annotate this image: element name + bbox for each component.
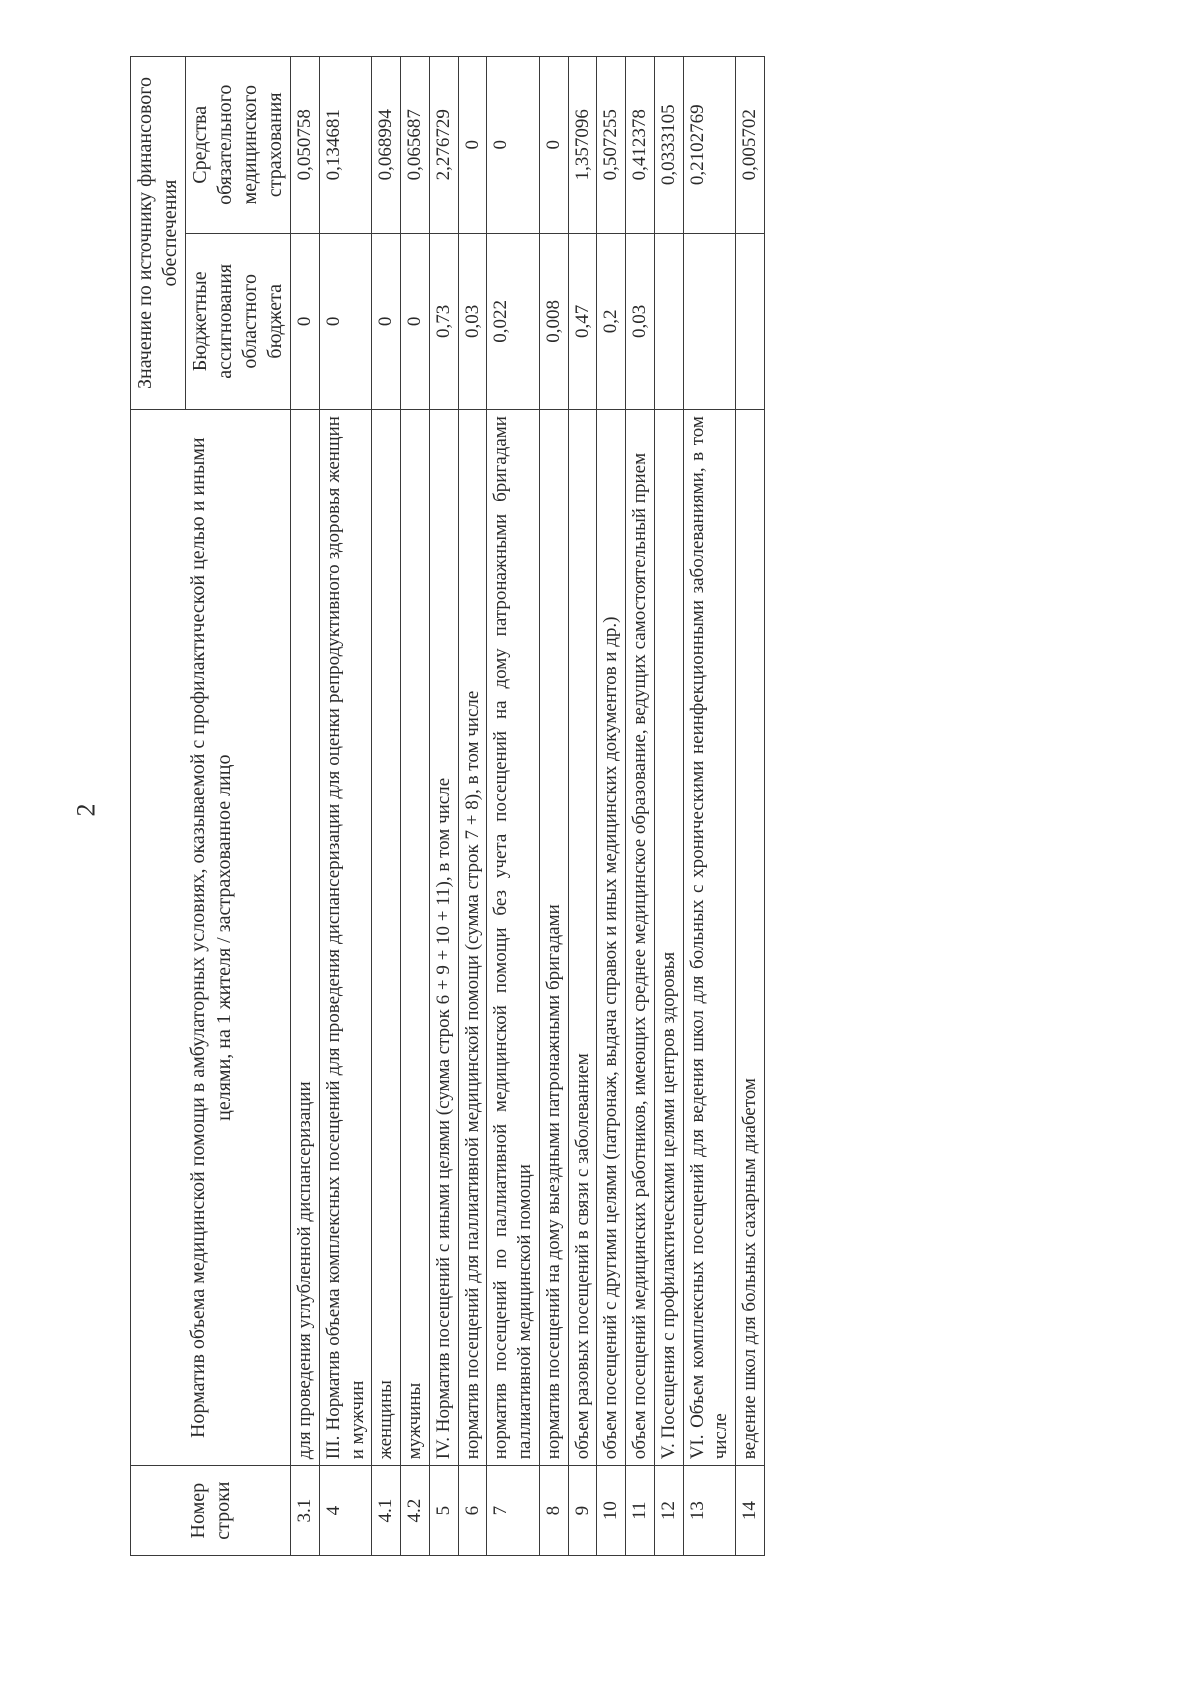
table-row (736, 57, 765, 1556)
row-oms-value: 0 (539, 57, 568, 234)
row-budget-value: 0,03 (626, 233, 655, 410)
row-number: 4.2 (401, 1466, 430, 1556)
table-row (683, 57, 736, 1556)
row-oms-value: 0,134681 (319, 57, 372, 234)
row-description: III. Норматив объема комплексных посещений для проведения диспансеризации для оценки репродуктивного здоровья женщин и мужчин (319, 410, 372, 1466)
page-number: 2 (71, 803, 101, 817)
row-description: ведение школ для больных сахарным диабетом (736, 410, 765, 1466)
table-row (568, 57, 597, 1556)
row-number: 14 (736, 1466, 765, 1556)
row-description: объем посещений медицинских работников, имеющих среднее медицинское образование, ведущих самостоятельный прием (626, 410, 655, 1466)
row-number: 4 (319, 1466, 372, 1556)
header-row-number: Номер строки (131, 1466, 291, 1556)
row-budget-value: 0 (291, 233, 320, 410)
row-budget-value: 0,03 (458, 233, 487, 410)
table-row (372, 57, 401, 1556)
row-oms-value: 0,005702 (736, 57, 765, 234)
row-budget-value (654, 233, 683, 410)
row-number: 6 (458, 1466, 487, 1556)
row-budget-value: 0,2 (597, 233, 626, 410)
row-number: 12 (654, 1466, 683, 1556)
row-description: норматив посещений на дому выездными патронажными бригадами (539, 410, 568, 1466)
row-number: 13 (683, 1466, 736, 1556)
row-budget-value: 0 (401, 233, 430, 410)
row-budget-value: 0 (372, 233, 401, 410)
data-table (130, 56, 765, 1556)
table-row (654, 57, 683, 1556)
row-oms-value: 0,068994 (372, 57, 401, 234)
row-oms-value: 0 (487, 57, 540, 234)
row-description: объем разовых посещений в связи с заболеванием (568, 410, 597, 1466)
header-description: Норматив объема медицинской помощи в амбулаторных условиях, оказываемой с профилактической целью и иными целями, на 1 жителя / застрахованное лицо (131, 410, 291, 1466)
table-row (458, 57, 487, 1556)
row-oms-value: 0,507255 (597, 57, 626, 234)
row-number: 5 (429, 1466, 458, 1556)
rotated-table-wrapper (130, 56, 1060, 1556)
row-budget-value: 0,008 (539, 233, 568, 410)
header-oms: Средства обязательного медицинского страхования (186, 57, 291, 234)
table-row (487, 57, 540, 1556)
row-budget-value: 0 (319, 233, 372, 410)
table-row (291, 57, 320, 1556)
table-row (597, 57, 626, 1556)
header-budget: Бюджетные ассигнования областного бюджета (186, 233, 291, 410)
table-row (401, 57, 430, 1556)
row-budget-value (736, 233, 765, 410)
row-oms-value: 0 (458, 57, 487, 234)
row-oms-value: 0,065687 (401, 57, 430, 234)
row-oms-value: 1,357096 (568, 57, 597, 234)
row-description: мужчины (401, 410, 430, 1466)
row-number: 11 (626, 1466, 655, 1556)
row-description: норматив посещений для паллиативной медицинской помощи (сумма строк 7 + 8), в том числе (458, 410, 487, 1466)
table-row (626, 57, 655, 1556)
table-row (429, 57, 458, 1556)
row-description: VI. Объем комплексных посещений для ведения школ для больных с хроническими неинфекционными заболеваниями, в том числе (683, 410, 736, 1466)
row-budget-value: 0,022 (487, 233, 540, 410)
table-row (319, 57, 372, 1556)
row-oms-value: 0,2102769 (683, 57, 736, 234)
row-oms-value: 0,0333105 (654, 57, 683, 234)
row-description: IV. Норматив посещений с иными целями (сумма строк 6 + 9 + 10 + 11), в том числе (429, 410, 458, 1466)
row-number: 10 (597, 1466, 626, 1556)
row-description: для проведения углубленной диспансеризации (291, 410, 320, 1466)
row-number: 3.1 (291, 1466, 320, 1556)
header-source-group: Значение по источнику финансового обеспечения (131, 57, 186, 410)
row-number: 4.1 (372, 1466, 401, 1556)
row-budget-value (683, 233, 736, 410)
row-budget-value: 0,73 (429, 233, 458, 410)
row-oms-value: 0,412378 (626, 57, 655, 234)
row-number: 8 (539, 1466, 568, 1556)
row-oms-value: 2,276729 (429, 57, 458, 234)
row-number: 9 (568, 1466, 597, 1556)
row-oms-value: 0,050758 (291, 57, 320, 234)
row-description: V. Посещения с профилактическими целями центров здоровья (654, 410, 683, 1466)
table-row (539, 57, 568, 1556)
row-description: норматив посещений по паллиативной медицинской помощи без учета посещений на дому патронажными бригадами паллиативной медицинской помощи (487, 410, 540, 1466)
row-description: объем посещений с другими целями (патронаж, выдача справок и иных медицинских документов и др.) (597, 410, 626, 1466)
row-description: женщины (372, 410, 401, 1466)
row-number: 7 (487, 1466, 540, 1556)
row-budget-value: 0,47 (568, 233, 597, 410)
